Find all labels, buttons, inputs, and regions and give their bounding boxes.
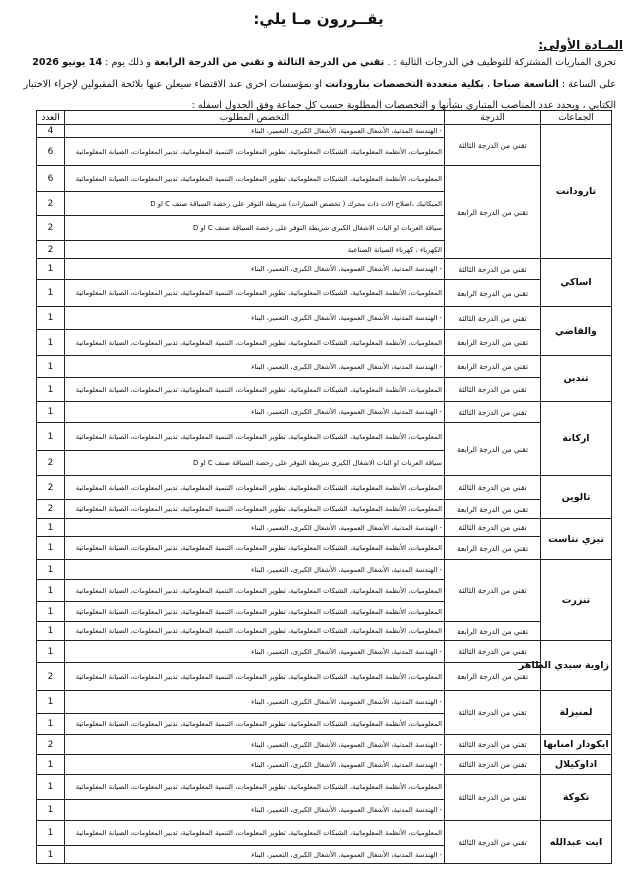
table-row (37, 402, 612, 423)
grade-cell: تقني من الدرجة الثالثة (445, 560, 541, 622)
count-cell: 6 (37, 166, 65, 192)
exam-date: 14 يونيو 2026 (32, 57, 103, 68)
table-row (37, 423, 612, 451)
header-count: العدد (37, 111, 65, 125)
grade-cell: تقني من الدرجة الرابعة (445, 356, 541, 378)
commune-cell: اداوكيلال (541, 755, 612, 775)
article-title: المـادة الأولى: (538, 38, 623, 52)
intro-text: على الساعة : (558, 78, 616, 90)
intro-line-1 (16, 52, 616, 74)
grade-cell: تقني من الدرجة الثالثة (445, 259, 541, 280)
count-cell: 2 (37, 241, 65, 259)
table-row (37, 280, 612, 307)
specialty-cell: المعلوميات، الأنظمة المعلوماتية، الشبكات المعلوماتية، تطوير المعلومات، التنمية المعلوماتية، تدبير المعلومات، الصيانة المعلوماتية (65, 423, 445, 451)
specialty-cell: المعلوميات، الأنظمة المعلوماتية، الشبكات المعلوماتية، تطوير المعلومات، التنمية المعلوماتية، تدبير المعلومات، الصيانة المعلوماتية (65, 378, 445, 402)
count-cell: 1 (37, 755, 65, 775)
table-row (37, 166, 612, 192)
specialty-cell: سياقة العربات او اليات الاشغال الكبرى شريطة التوفر على رخصة السياقة صنف C او D (65, 216, 445, 241)
specialty-cell: - الهندسة المدنية، الأشغال العمومية، الأشغال الكبرى، التعمير، البناء (65, 519, 445, 537)
count-cell: 2 (37, 500, 65, 519)
count-cell: 1 (37, 846, 65, 864)
count-cell: 1 (37, 775, 65, 800)
intro-text: و ذلك يوم : (102, 57, 155, 68)
specialty-cell: المعلوميات، الأنظمة المعلوماتية، الشبكات المعلوماتية، تطوير المعلومات، التنمية المعلوماتية، تدبير المعلومات، الصيانة المعلوماتية (65, 138, 445, 166)
count-cell: 2 (37, 663, 65, 691)
count-cell: 1 (37, 641, 65, 663)
grade-cell: تقني من الدرجة الرابعة (445, 423, 541, 476)
specialty-cell: الكهرباء ، كهرباء الصيانة الصناعية (65, 241, 445, 259)
table-row (37, 259, 612, 280)
count-cell: 1 (37, 691, 65, 714)
specialty-cell: - الهندسة المدنية، الأشغال العمومية، الأشغال الكبرى، التعمير، البناء (65, 800, 445, 821)
grade-cell: تقني من الدرجة الرابعة (445, 663, 541, 691)
count-cell: 6 (37, 138, 65, 166)
grade-cell: تقني من الدرجة الرابعة (445, 500, 541, 519)
count-cell: 1 (37, 622, 65, 641)
table-header-row (37, 111, 612, 125)
grade-cell: تقني من الدرجة الثالثة (445, 402, 541, 423)
decision-heading: يقــررون مـا يلي: (253, 10, 384, 28)
specialty-cell: المعلوميات، الأنظمة المعلوماتية، الشبكات المعلوماتية، تطوير المعلومات، التنمية المعلوماتية، تدبير المعلومات، الصيانة المعلوماتية (65, 500, 445, 519)
commune-cell: اركانة (541, 402, 612, 476)
table-row (37, 537, 612, 560)
count-cell: 1 (37, 602, 65, 622)
count-cell: 1 (37, 714, 65, 735)
table-row (37, 775, 612, 800)
table-row (37, 307, 612, 330)
specialty-cell: - الهندسة المدنية، الأشغال العمومية، الأشغال الكبرى، التعمير، البناء (65, 560, 445, 580)
count-cell: 1 (37, 580, 65, 602)
commune-cell: تارودانت (541, 125, 612, 259)
grade-cell: تقني من الدرجة الثالثة (445, 821, 541, 864)
table-row (37, 125, 612, 138)
specialty-cell: المعلوميات، الأنظمة المعلوماتية، الشبكات المعلوماتية، تطوير المعلومات، التنمية المعلوماتية، تدبير المعلومات، الصيانة المعلوماتية (65, 537, 445, 560)
commune-cell: ايت عبدالله (541, 821, 612, 864)
table-row (37, 500, 612, 519)
specialty-cell: - الهندسة المدنية، الأشغال العمومية، الأشغال الكبرى، التعمير، البناء (65, 846, 445, 864)
commune-cell: تنزرت (541, 560, 612, 641)
header-grade: الدرجة (445, 111, 541, 125)
specialty-cell: سياقة العربات او اليات الاشغال الكبرى شريطة التوفر على رخصة السياقة صنف C او D (65, 451, 445, 476)
specialty-cell: المعلوميات، الأنظمة المعلوماتية، الشبكات المعلوماتية، تطوير المعلومات، التنمية المعلوماتية، تدبير المعلومات، الصيانة المعلوماتية (65, 166, 445, 192)
table-row (37, 476, 612, 500)
table-row (37, 330, 612, 356)
specialty-cell: المعلوميات، الأنظمة المعلوماتية، الشبكات المعلوماتية، تطوير المعلومات، التنمية المعلوماتية، تدبير المعلومات، الصيانة المعلوماتية (65, 602, 445, 622)
intro-text: تجرى المباريات المشتركة للتوظيف في الدرجات التالية : . (384, 57, 616, 68)
exam-venue: بكلية متعددة التخصصات بتارودانت (325, 78, 484, 90)
specialty-cell: - الهندسة المدنية، الأشغال العمومية، الأشغال الكبرى، التعمير، البناء (65, 691, 445, 714)
count-cell: 1 (37, 402, 65, 423)
commune-cell: تالوين (541, 476, 612, 519)
table-body (37, 125, 612, 864)
positions-table (36, 110, 612, 864)
specialty-cell: - الهندسة المدنية، الأشغال العمومية، الأشغال الكبرى، التعمير، البناء (65, 755, 445, 775)
count-cell: 2 (37, 216, 65, 241)
grade-cell: تقني من الدرجة الثالثة (445, 691, 541, 735)
specialty-cell: المعلوميات، الأنظمة المعلوماتية، الشبكات المعلوماتية، تطوير المعلومات، التنمية المعلوماتية، تدبير المعلومات، الصيانة المعلوماتية (65, 663, 445, 691)
count-cell: 2 (37, 735, 65, 755)
grade-cell: تقني من الدرجة الرابعة (445, 166, 541, 259)
count-cell: 1 (37, 259, 65, 280)
specialty-cell: المعلوميات، الأنظمة المعلوماتية، الشبكات المعلوماتية، تطوير المعلومات، التنمية المعلوماتية، تدبير المعلومات، الصيانة المعلوماتية (65, 821, 445, 846)
grade-cell: تقني من الدرجة الرابعة (445, 330, 541, 356)
grade-cell: تقني من الدرجة الثالثة (445, 735, 541, 755)
grade-cell: تقني من الدرجة الثالثة (445, 125, 541, 166)
specialty-cell: المعلوميات، الأنظمة المعلوماتية، الشبكات المعلوماتية، تطوير المعلومات، التنمية المعلوماتية، تدبير المعلومات، الصيانة المعلوماتية (65, 280, 445, 307)
commune-cell: تيزي نتاست (541, 519, 612, 560)
intro-line-3: الكتابي ، ويحدد عدد المناصب المتبارى بشأنها و التخصصات المطلوبة حسب كل جماعة وفق الجدول اسفله : (191, 100, 616, 111)
specialty-cell: - الهندسة المدنية، الأشغال العمومية، الأشغال الكبرى، التعمير، البناء (65, 307, 445, 330)
exam-time: التاسعة صباحا (493, 78, 559, 90)
count-cell: 2 (37, 451, 65, 476)
commune-cell: لمنيزلة (541, 691, 612, 735)
header-specialty: التخصص المطلوب (65, 111, 445, 125)
intro-line-2 (16, 74, 616, 96)
specialty-cell: الميكانيك ،اصلاح الات ذات محرك ( تخصص السيارات) شريطة التوفر على رخصة السياقة صنف C او D (65, 192, 445, 216)
grade-cell: تقني من الدرجة الرابعة (445, 280, 541, 307)
commune-cell: تكوكة (541, 775, 612, 821)
count-cell: 1 (37, 356, 65, 378)
specialty-cell: - الهندسة المدنية، الأشغال العمومية، الأشغال الكبرى، التعمير، البناء (65, 402, 445, 423)
specialty-cell: المعلوميات، الأنظمة المعلوماتية، الشبكات المعلوماتية، تطوير المعلومات، التنمية المعلوماتية، تدبير المعلومات، الصيانة المعلوماتية (65, 476, 445, 500)
specialty-cell: المعلوميات، الأنظمة المعلوماتية، الشبكات المعلوماتية، تطوير المعلومات، التنمية المعلوماتية، تدبير المعلومات، الصيانة المعلوماتية (65, 622, 445, 641)
table-row (37, 755, 612, 775)
count-cell: 1 (37, 423, 65, 451)
table-row (37, 622, 612, 641)
specialty-cell: المعلوميات، الأنظمة المعلوماتية، الشبكات المعلوماتية، تطوير المعلومات، التنمية المعلوماتية، تدبير المعلومات، الصيانة المعلوماتية (65, 580, 445, 602)
count-cell: 1 (37, 378, 65, 402)
intro-paragraph (16, 52, 616, 117)
count-cell: 1 (37, 519, 65, 537)
count-cell: 1 (37, 537, 65, 560)
count-cell: 1 (37, 330, 65, 356)
table-row (37, 641, 612, 663)
commune-cell: زاوية سيدي الطاهر (541, 641, 612, 691)
count-cell: 1 (37, 280, 65, 307)
grade-cell: تقني من الدرجة الثالثة (445, 755, 541, 775)
table-row (37, 821, 612, 846)
table-row (37, 691, 612, 714)
count-cell: 1 (37, 821, 65, 846)
header-commune: الجماعات (541, 111, 612, 125)
count-cell: 2 (37, 192, 65, 216)
commune-cell: والقاضي (541, 307, 612, 356)
grade-cell: تقني من الدرجة الثالثة (445, 476, 541, 500)
specialty-cell: المعلوميات، الأنظمة المعلوماتية، الشبكات المعلوماتية، تطوير المعلومات، التنمية المعلوماتية، تدبير المعلومات، الصيانة المعلوماتية (65, 330, 445, 356)
intro-text: او بمؤسسات اخرى عند الاقتضاء سيعلن عنها بلائحة المقبولين لإجراء الاختبار (23, 78, 326, 90)
table-row (37, 378, 612, 402)
count-cell: 1 (37, 307, 65, 330)
table-row (37, 735, 612, 755)
count-cell: 1 (37, 800, 65, 821)
intro-text: ، (483, 78, 494, 90)
grade-cell: تقني من الدرجة الثالثة (445, 641, 541, 663)
grade-cell: تقني من الدرجة الثالثة (445, 378, 541, 402)
grade-cell: تقني من الدرجة الثالثة (445, 775, 541, 821)
grade-cell: تقني من الدرجة الرابعة (445, 622, 541, 641)
specialty-cell: - الهندسة المدنية، الأشغال العمومية، الأشغال الكبرى، التعمير، البناء (65, 125, 445, 138)
commune-cell: ايكودار امنابها (541, 735, 612, 755)
specialty-cell: - الهندسة المدنية، الأشغال العمومية، الأشغال الكبرى، التعمير، البناء (65, 259, 445, 280)
count-cell: 1 (37, 560, 65, 580)
count-cell: 4 (37, 125, 65, 138)
specialty-cell: المعلوميات، الأنظمة المعلوماتية، الشبكات المعلوماتية، تطوير المعلومات، التنمية المعلوماتية، تدبير المعلومات، الصيانة المعلوماتية (65, 775, 445, 800)
specialty-cell: - الهندسة المدنية، الأشغال العمومية، الأشغال الكبرى، التعمير، البناء (65, 356, 445, 378)
specialty-cell: - الهندسة المدنية، الأشغال العمومية، الأشغال الكبرى، التعمير، البناء (65, 735, 445, 755)
intro-grades: تقني من الدرجة الثالثة و تقني من الدرجة الرابعة (154, 57, 385, 68)
commune-cell: تندين (541, 356, 612, 402)
table-row (37, 560, 612, 580)
commune-cell: اساكي (541, 259, 612, 307)
specialty-cell: المعلوميات، الأنظمة المعلوماتية، الشبكات المعلوماتية، تطوير المعلومات، التنمية المعلوماتية، تدبير المعلومات، الصيانة المعلوماتية (65, 714, 445, 735)
count-cell: 2 (37, 476, 65, 500)
grade-cell: تقني من الدرجة الثالثة (445, 519, 541, 537)
grade-cell: تقني من الدرجة الرابعة (445, 537, 541, 560)
grade-cell: تقني من الدرجة الثالثة (445, 307, 541, 330)
table-row (37, 519, 612, 537)
table-row (37, 356, 612, 378)
specialty-cell: - الهندسة المدنية، الأشغال العمومية، الأشغال الكبرى، التعمير، البناء (65, 641, 445, 663)
